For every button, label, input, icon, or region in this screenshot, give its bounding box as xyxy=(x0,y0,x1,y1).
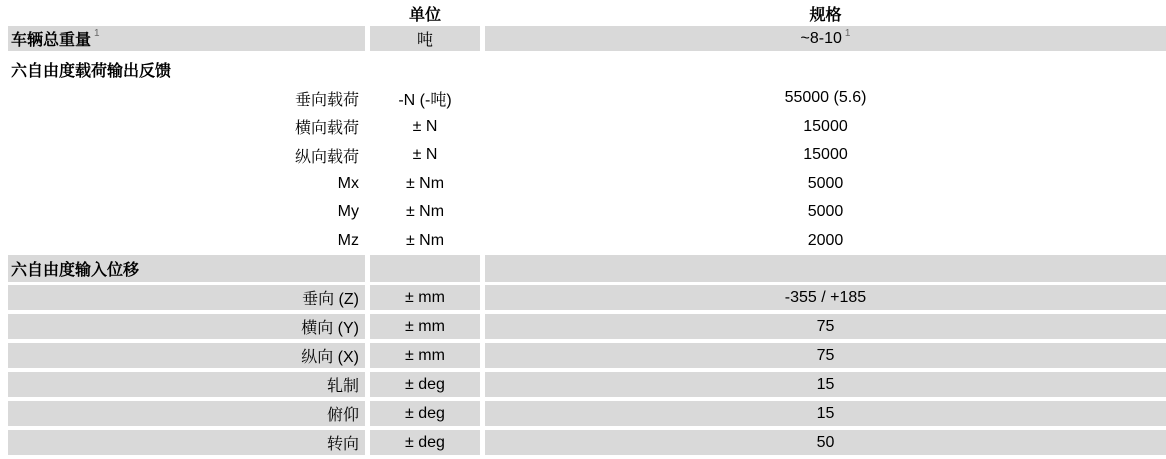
spec-value: 5000 xyxy=(807,203,844,221)
spec-value: 2000 xyxy=(807,231,844,249)
unit-cell: ± Nm xyxy=(405,174,445,192)
left-margin xyxy=(0,113,8,142)
table-row xyxy=(0,285,1166,310)
spec-value: 15 xyxy=(816,375,835,393)
spec-value: 75 xyxy=(816,317,835,335)
row-label: 六自由度输入位移 xyxy=(11,262,140,279)
row-label: 垂向 (Z) xyxy=(302,291,359,308)
spec-value: 15 xyxy=(816,404,835,422)
left-margin xyxy=(0,430,8,455)
spec-value-cell xyxy=(485,314,1166,339)
unit-cell: ± mm xyxy=(370,343,480,368)
row-label: 纵向载荷 xyxy=(294,148,359,166)
left-margin xyxy=(0,372,8,397)
unit-cell xyxy=(370,255,480,282)
row-label: 车辆总重量 xyxy=(11,32,92,49)
left-margin xyxy=(0,285,8,310)
row-label: 俯仰 xyxy=(326,407,359,424)
section-header-row xyxy=(0,255,1166,282)
left-margin xyxy=(0,255,8,282)
unit-cell: ± Nm xyxy=(405,231,445,249)
spec-value: -355 / +185 xyxy=(784,288,867,306)
header-label-cell xyxy=(8,0,365,26)
spec-value: ~8-10 xyxy=(800,29,842,47)
spec-value-cell xyxy=(485,227,1166,256)
unit-cell: 吨 xyxy=(370,26,480,51)
spec-value-cell xyxy=(485,84,1166,113)
spec-value-cell xyxy=(485,255,1166,282)
spec-value-cell xyxy=(485,372,1166,397)
row-label: 轧制 xyxy=(326,378,359,395)
row-label-cell xyxy=(8,343,365,368)
spec-value-cell xyxy=(485,430,1166,455)
spec-value-cell xyxy=(485,343,1166,368)
table-row xyxy=(0,141,1166,170)
unit-cell xyxy=(370,55,480,84)
table-row xyxy=(0,314,1166,339)
row-label-cell xyxy=(8,141,365,170)
left-margin xyxy=(0,198,8,227)
table-row xyxy=(0,113,1166,142)
spec-value-cell xyxy=(485,141,1166,170)
row-label: 横向 (Y) xyxy=(301,320,359,337)
row-label-cell xyxy=(8,401,365,426)
table-row xyxy=(0,26,1166,51)
spec-value-cell xyxy=(485,285,1166,310)
row-label-cell xyxy=(8,285,365,310)
row-label-cell xyxy=(8,372,365,397)
row-label: Mz xyxy=(337,231,359,249)
table-header-row xyxy=(0,0,1166,26)
table-row xyxy=(0,372,1166,397)
section-header-row xyxy=(0,55,1166,84)
table-row xyxy=(0,84,1166,113)
row-label: My xyxy=(337,203,359,221)
row-label: 转向 xyxy=(326,436,359,453)
spec-value: 15000 xyxy=(803,117,848,135)
spec-value: 5000 xyxy=(807,174,844,192)
row-label: Mx xyxy=(337,174,359,192)
left-margin xyxy=(0,55,8,84)
row-label-cell xyxy=(8,55,365,84)
left-margin xyxy=(0,314,8,339)
table-row xyxy=(0,401,1166,426)
unit-cell: ± deg xyxy=(370,372,480,397)
spec-value: 75 xyxy=(816,346,835,364)
unit-cell: ± Nm xyxy=(405,203,445,221)
spec-value-cell xyxy=(485,55,1166,84)
row-label: 横向载荷 xyxy=(294,120,359,138)
left-margin xyxy=(0,26,8,51)
unit-cell: ± mm xyxy=(370,285,480,310)
row-label: 六自由度载荷输出反馈 xyxy=(11,63,172,80)
row-label-cell xyxy=(8,314,365,339)
left-margin xyxy=(0,227,8,256)
left-margin xyxy=(0,0,8,26)
table-row xyxy=(0,343,1166,368)
left-margin xyxy=(0,401,8,426)
table-body xyxy=(0,26,1166,455)
spec-value-cell xyxy=(485,198,1166,227)
header-unit-cell: 单位 xyxy=(408,6,441,24)
row-label-cell: 车辆总重量 $^1$ xyxy=(8,26,365,51)
row-label-cell xyxy=(8,170,365,199)
unit-cell: ± mm xyxy=(370,314,480,339)
left-margin xyxy=(0,170,8,199)
table-row xyxy=(0,198,1166,227)
table-row xyxy=(0,227,1166,256)
table-row xyxy=(0,170,1166,199)
row-label: 垂向载荷 xyxy=(294,91,359,109)
spec-value-cell xyxy=(485,113,1166,142)
spec-value: 55000 (5.6) xyxy=(784,89,867,107)
unit-cell: ± deg xyxy=(370,430,480,455)
left-margin xyxy=(0,343,8,368)
unit-cell: ± deg xyxy=(370,401,480,426)
row-label-cell xyxy=(8,227,365,256)
spec-value-cell xyxy=(485,170,1166,199)
left-margin xyxy=(0,141,8,170)
row-label-cell xyxy=(8,255,365,282)
spec-value-cell xyxy=(485,401,1166,426)
spec-value: 15000 xyxy=(803,146,848,164)
header-spec-cell: 规格 xyxy=(809,6,842,24)
unit-cell: ± N xyxy=(412,117,438,135)
spec-value-cell: ~8-10 $^1$ xyxy=(485,26,1166,51)
unit-cell: ± N xyxy=(412,146,438,164)
spec-value: 50 xyxy=(816,433,835,451)
row-label-cell xyxy=(8,198,365,227)
unit-cell: -N (-吨) xyxy=(398,91,452,109)
left-margin xyxy=(0,84,8,113)
row-label-cell xyxy=(8,113,365,142)
table-row xyxy=(0,430,1166,455)
row-label: 纵向 (X) xyxy=(301,349,359,366)
row-label-cell xyxy=(8,430,365,455)
row-label-cell xyxy=(8,84,365,113)
